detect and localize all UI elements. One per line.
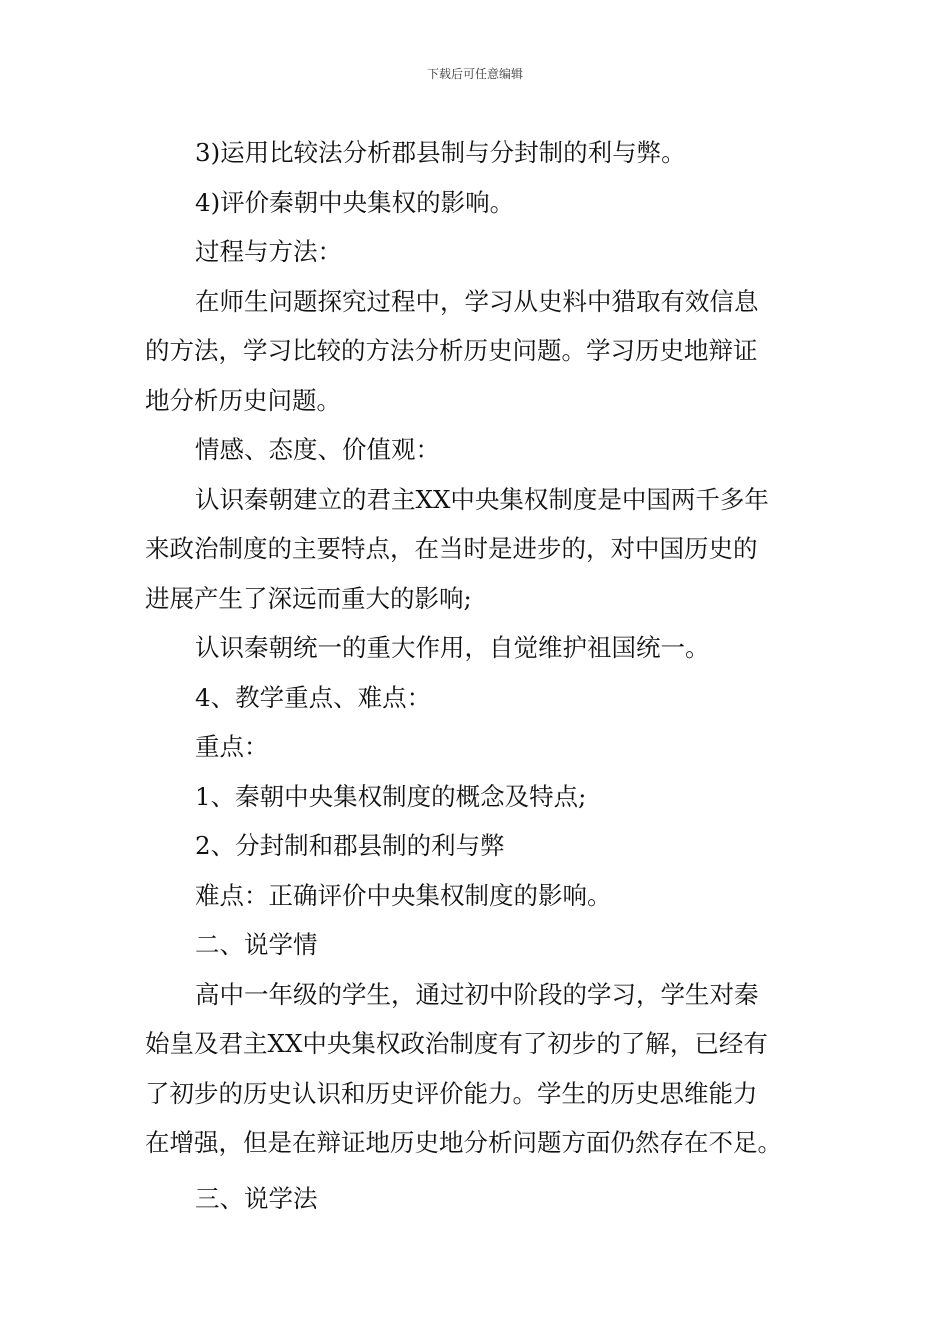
paragraph-line: 的方法，学习比较的方法分析历史问题。学习历史地辩证 bbox=[145, 336, 758, 365]
paragraph-line: 高中一年级的学生，通过初中阶段的学习，学生对秦 bbox=[195, 979, 759, 1009]
paragraph-line: 难点：正确评价中央集权制度的影响。 bbox=[195, 880, 612, 910]
paragraph-line: 认识秦朝统一的重大作用，自觉维护祖国统一。 bbox=[195, 633, 710, 662]
paragraph-line: 进展产生了深远而重大的影响; bbox=[145, 583, 472, 613]
section-heading: 三、说学法 bbox=[195, 1183, 318, 1213]
paragraph-line: 4)评价秦朝中央集权的影响。 bbox=[195, 187, 515, 217]
document-body bbox=[145, 128, 810, 1223]
paragraph-line: 了初步的历史认识和历史评价能力。学生的历史思维能力 bbox=[145, 1078, 758, 1108]
paragraph-line: 在师生问题探究过程中，学习从史料中猎取有效信息 bbox=[195, 286, 759, 316]
section-heading: 情感、态度、价值观： bbox=[195, 435, 440, 464]
paragraph-line: 始皇及君主XX中央集权政治制度有了初步的了解，已经有 bbox=[145, 1029, 768, 1058]
list-item: 2、分封制和郡县制的利与弊 bbox=[195, 831, 505, 860]
page-header-note: 下载后可任意编辑 bbox=[426, 67, 523, 81]
list-item: 1、秦朝中央集权制度的概念及特点; bbox=[195, 781, 587, 811]
paragraph-line: 地分析历史问题。 bbox=[145, 385, 341, 415]
paragraph-line: 认识秦朝建立的君主XX中央集权制度是中国两千多年 bbox=[195, 484, 769, 514]
paragraph-line: 在增强，但是在辩证地历史地分析问题方面仍然存在不足。 bbox=[145, 1128, 782, 1157]
section-heading: 过程与方法： bbox=[195, 237, 342, 266]
paragraph-line: 来政治制度的主要特点，在当时是进步的，对中国历史的 bbox=[145, 534, 758, 563]
section-heading: 4、教学重点、难点： bbox=[195, 682, 432, 712]
section-heading: 重点： bbox=[195, 732, 269, 761]
paragraph-line: 3)运用比较法分析郡县制与分封制的利与弊。 bbox=[195, 138, 686, 167]
section-heading: 二、说学情 bbox=[195, 930, 318, 959]
